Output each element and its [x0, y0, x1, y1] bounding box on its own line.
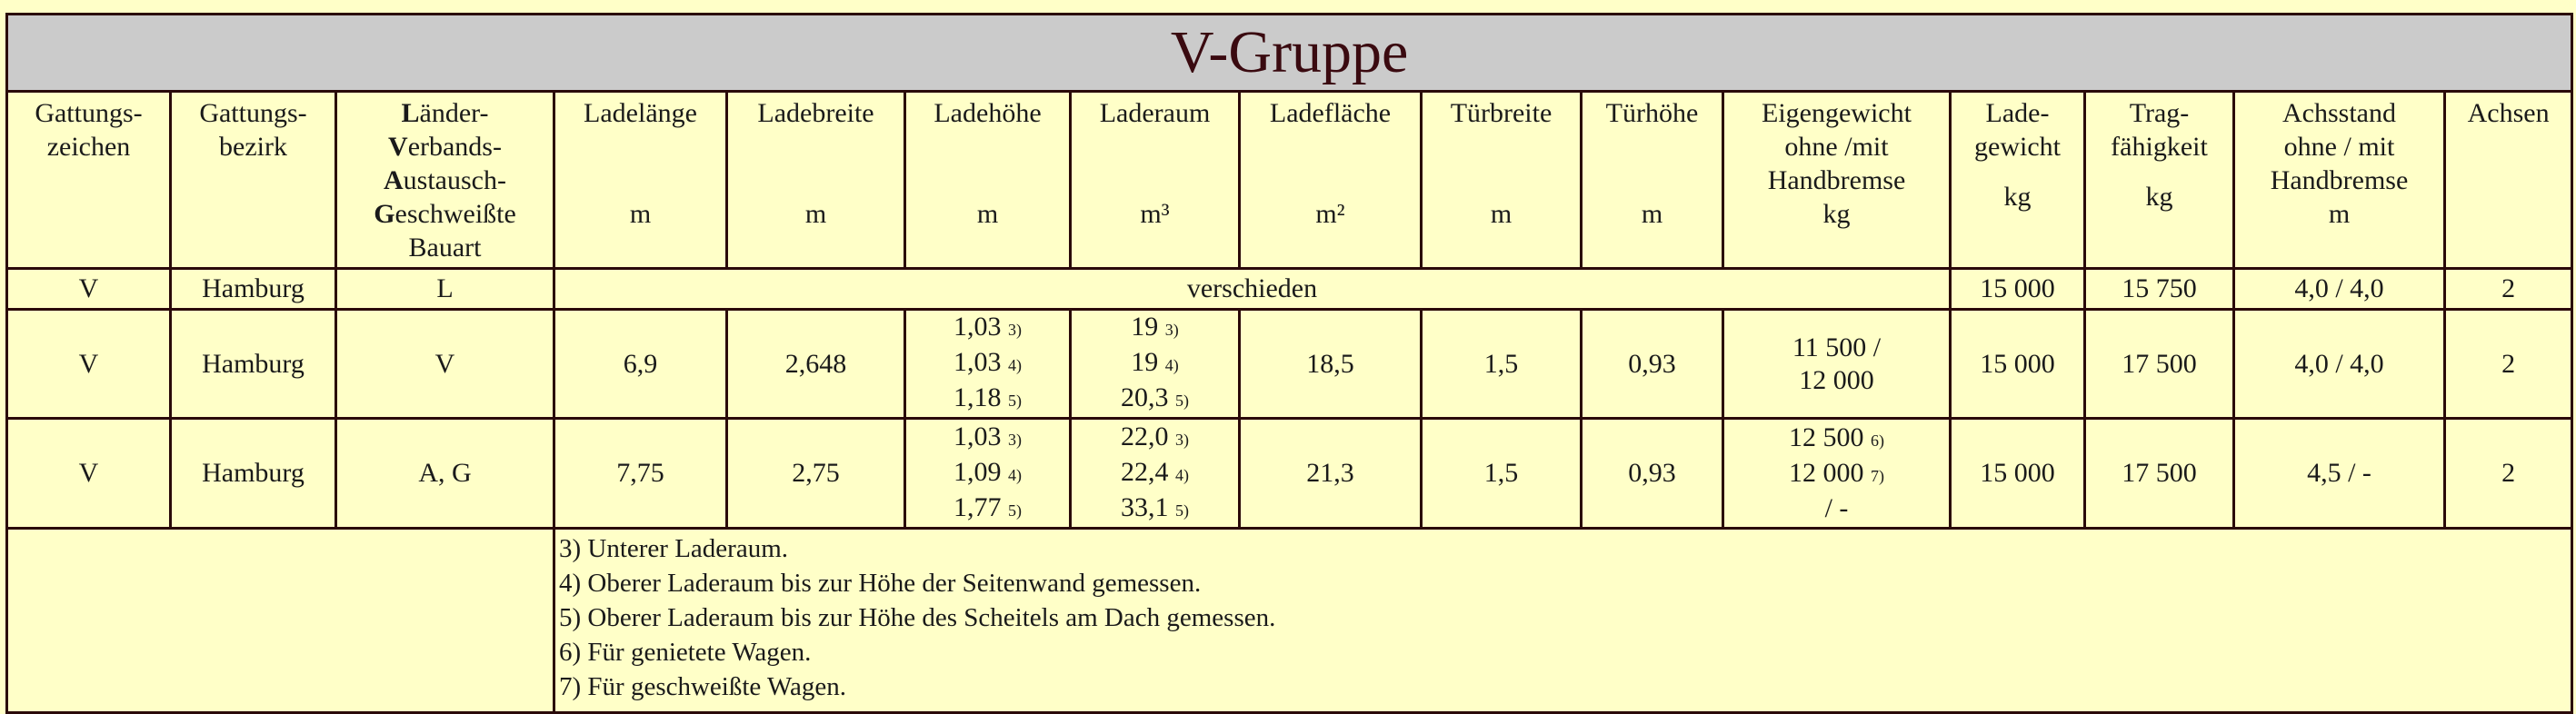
header-tragfaehigkeit: Trag- fähigkeit kg — [2085, 92, 2234, 269]
footnote-3: 3) Unterer Laderaum. — [559, 534, 789, 563]
header-laender-verbands-austausch: Länder- Verbands- Austausch- Geschweißte Bauart — [336, 92, 554, 269]
footnote-5: 5) Oberer Laderaum bis zur Höhe des Scheitels am Dach gemessen. — [559, 603, 1276, 632]
cell-achsen: 2 — [2445, 419, 2572, 529]
cell-ladebreite: 2,75 — [727, 419, 905, 529]
header-ladegewicht: Lade- gewicht kg — [1951, 92, 2085, 269]
header-tuerbreite: Türbreite m — [1422, 92, 1582, 269]
header-ladebreite: Ladebreite m — [727, 92, 905, 269]
table-row — [7, 419, 2572, 529]
cell-zeichen: V — [7, 419, 171, 529]
cell-bezirk: Hamburg — [171, 269, 336, 310]
table-title: V-Gruppe — [7, 15, 2572, 92]
header-tuerhoehe: Türhöhe m — [1582, 92, 1723, 269]
table-row — [7, 310, 2572, 419]
cell-zeichen: V — [7, 269, 171, 310]
cell-achsen: 2 — [2445, 269, 2572, 310]
header-ladehoehe: Ladehöhe m — [905, 92, 1071, 269]
cell-tuerbreite: 1,5 — [1422, 310, 1582, 419]
cell-achsstand: 4,0 / 4,0 — [2234, 269, 2445, 310]
cell-tragfaehigkeit: 17 500 — [2085, 310, 2234, 419]
cell-eigengewicht: 11 500 / 12 000 — [1723, 310, 1951, 419]
cell-zeichen: V — [7, 310, 171, 419]
cell-ladeflaeche: 21,3 — [1240, 419, 1422, 529]
cell-verschieden: verschieden — [554, 269, 1951, 310]
cell-ladelaenge: 7,75 — [554, 419, 727, 529]
table-row — [7, 269, 2572, 310]
header-ladelaenge: Ladelänge m — [554, 92, 727, 269]
wagon-data-table — [5, 13, 2573, 714]
cell-bezirk: Hamburg — [171, 419, 336, 529]
cell-achsen: 2 — [2445, 310, 2572, 419]
cell-tragfaehigkeit: 15 750 — [2085, 269, 2234, 310]
cell-achsstand: 4,5 / - — [2234, 419, 2445, 529]
footnote-7: 7) Für geschweißte Wagen. — [559, 672, 847, 701]
cell-tragfaehigkeit: 17 500 — [2085, 419, 2234, 529]
footnotes — [554, 529, 2572, 713]
cell-laderaum: 19 3) 19 4) 20,3 5) — [1071, 310, 1240, 419]
cell-ladehoehe: 1,03 3) 1,03 4) 1,18 5) — [905, 310, 1071, 419]
header-gattungszeichen: Gattungs- zeichen — [7, 92, 171, 269]
cell-ladehoehe: 1,03 3) 1,09 4) 1,77 5) — [905, 419, 1071, 529]
cell-achsstand: 4,0 / 4,0 — [2234, 310, 2445, 419]
header-gattungsbezirk: Gattungs- bezirk — [171, 92, 336, 269]
header-achsen: Achsen — [2445, 92, 2572, 269]
cell-bauart: L — [336, 269, 554, 310]
cell-ladeflaeche: 18,5 — [1240, 310, 1422, 419]
cell-bezirk: Hamburg — [171, 310, 336, 419]
header-laderaum: Laderaum m³ — [1071, 92, 1240, 269]
cell-ladegewicht: 15 000 — [1951, 419, 2085, 529]
cell-ladelaenge: 6,9 — [554, 310, 727, 419]
cell-ladegewicht: 15 000 — [1951, 310, 2085, 419]
cell-eigengewicht: 12 500 6) 12 000 7) / - — [1723, 419, 1951, 529]
header-eigengewicht: Eigengewicht ohne /mit Handbremse kg — [1723, 92, 1951, 269]
cell-tuerhoehe: 0,93 — [1582, 310, 1723, 419]
footnotes-spacer — [7, 529, 554, 713]
cell-ladegewicht: 15 000 — [1951, 269, 2085, 310]
cell-tuerbreite: 1,5 — [1422, 419, 1582, 529]
header-row — [7, 92, 2572, 269]
header-achsstand: Achsstand ohne / mit Handbremse m — [2234, 92, 2445, 269]
cell-tuerhoehe: 0,93 — [1582, 419, 1723, 529]
cell-bauart: A, G — [336, 419, 554, 529]
footnote-6: 6) Für genietete Wagen. — [559, 638, 812, 667]
cell-laderaum: 22,0 3) 22,4 4) 33,1 5) — [1071, 419, 1240, 529]
header-ladeflaeche: Ladefläche m² — [1240, 92, 1422, 269]
footnote-4: 4) Oberer Laderaum bis zur Höhe der Seitenwand gemessen. — [559, 569, 1202, 598]
footnotes-row — [7, 529, 2572, 713]
cell-bauart: V — [336, 310, 554, 419]
cell-ladebreite: 2,648 — [727, 310, 905, 419]
